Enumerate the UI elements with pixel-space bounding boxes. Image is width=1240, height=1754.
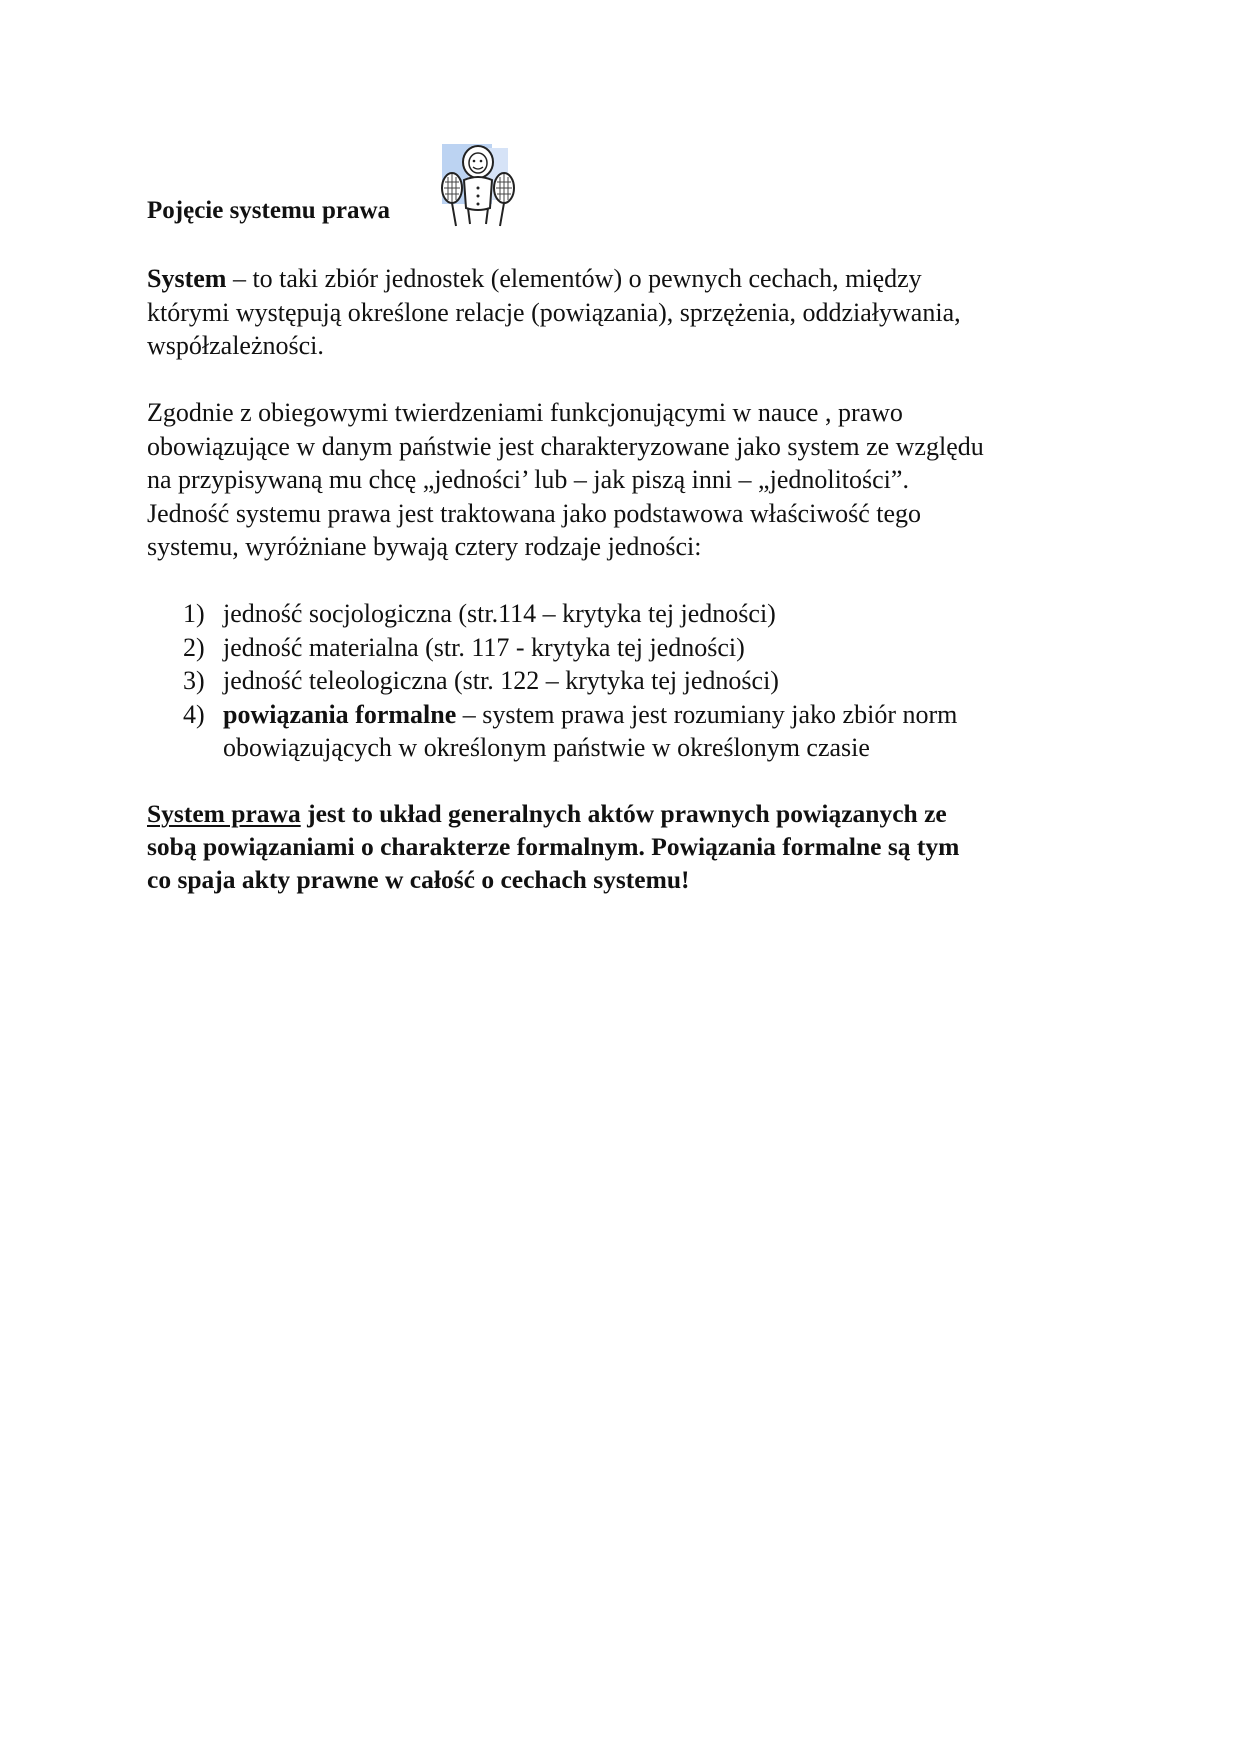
list-item	[183, 631, 957, 665]
list-number: 3)	[183, 666, 205, 695]
system-definition-paragraph	[147, 262, 1107, 363]
paragraph-line: na przypisywaną mu chcę „jedności’ lub – jak piszą inni – „jednolitości”.	[147, 465, 909, 494]
paragraph-line: System prawa jest to układ generalnych aktów prawnych powiązanych ze	[147, 799, 947, 828]
list-term-bold: powiązania formalne	[223, 699, 457, 729]
list-text: jedność socjologiczna (str.114 – krytyka tej jedności)	[223, 599, 776, 628]
paragraph-line: System – to taki zbiór jednostek (elementów) o pewnych cechach, między	[147, 264, 922, 293]
paragraph-line: którymi występują określone relacje (powiązania), sprzężenia, oddziaływania,	[147, 297, 961, 327]
paragraph-line: obowiązujące w danym państwie jest charakteryzowane jako system ze względu	[147, 431, 984, 461]
term-system: System	[147, 264, 227, 293]
list-item	[183, 698, 957, 765]
list-number: 2)	[183, 632, 205, 662]
list-text: – system prawa jest rozumiany jako zbiór norm	[456, 699, 958, 729]
list-number: 1)	[183, 599, 205, 628]
list-text: jedność materialna (str. 117 - krytyka tej jedności)	[223, 632, 745, 662]
list-item	[183, 664, 957, 698]
paragraph-line: Jedność systemu prawa jest traktowana jako podstawowa właściwość tego	[147, 498, 922, 528]
unity-paragraph	[147, 396, 1107, 564]
list-item	[183, 597, 957, 631]
list-text-continuation: obowiązujących w określonym państwie w określonym czasie	[223, 733, 870, 762]
eskimo-with-snowshoes-clipart-icon	[438, 142, 516, 228]
list-text: jedność teleologiczna (str. 122 – krytyka tej jedności)	[223, 666, 779, 695]
legal-system-definition-paragraph	[147, 797, 1107, 896]
paragraph-line: sobą powiązaniami o charakterze formalnym. Powiązania formalne są tym	[147, 832, 960, 861]
document-title: Pojęcie systemu prawa	[147, 197, 390, 224]
paragraph-line: co spaja akty prawne w całość o cechach systemu!	[147, 865, 690, 894]
list-number: 4)	[183, 699, 205, 729]
unity-types-list	[183, 597, 957, 765]
paragraph-line: współzależności.	[147, 331, 324, 360]
paragraph-line: Zgodnie z obiegowymi twierdzeniami funkcjonującymi w nauce , prawo	[147, 398, 903, 427]
term-system-prawa: System prawa	[147, 799, 301, 828]
paragraph-line: systemu, wyróżniane bywają cztery rodzaje jedności:	[147, 532, 702, 561]
